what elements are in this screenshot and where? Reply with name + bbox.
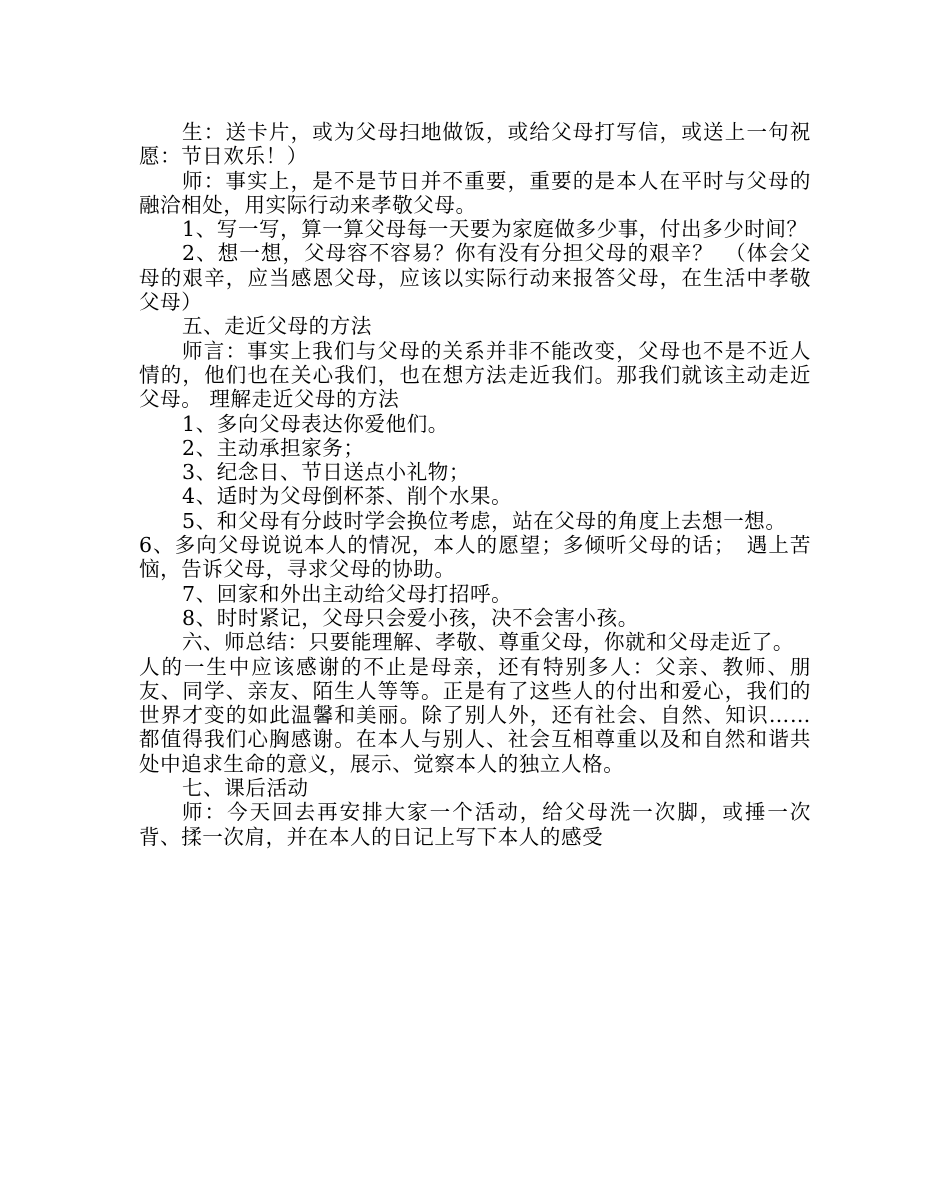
list-item-3: 3、纪念日、节日送点小礼物； <box>182 460 470 485</box>
paragraph-item-think: 2、想一想，父母容不容易？你有没有分担父母的艰辛？ （体会父母的艰辛，应当感恩父母，应该以实际行动来报答父母，在生活中孝敬父母） <box>139 241 811 315</box>
list-item-7: 7、回家和外出主动给父母打招呼。 <box>182 581 513 606</box>
paragraph-teacher-respect: 师：事实上，是不是节日并不重要，重要的是本人在平时与父母的融洽相处，用实际行动来孝敬父母。 <box>139 168 811 217</box>
paragraph-item-write: 1、写一写，算一算父母每一天要为家庭做多少事，付出多少时间？ <box>182 217 808 242</box>
list-item-8: 8、时时紧记，父母只会爱小孩，决不会害小孩。 <box>182 605 639 630</box>
section-heading-activity: 七、课后活动 <box>182 776 309 801</box>
paragraph-homework: 师：今天回去再安排大家一个活动，给父母洗一次脚，或捶一次背、揉一次肩，并在本人的日记上写下本人的感受 <box>139 800 811 849</box>
paragraph-students-answer: 生：送卡片，或为父母扫地做饭，或给父母打写信，或送上一句祝愿：节日欢乐！） <box>139 120 811 169</box>
list-item-2: 2、主动承担家务； <box>182 435 365 460</box>
list-item-6: 6、多向父母说说本人的情况，本人的愿望；多倾听父母的话； 遇上苦恼，告诉父母，寻求父母的协助。 <box>139 533 811 582</box>
document-body <box>139 120 811 849</box>
paragraph-gratitude: 人的一生中应该感谢的不止是母亲，还有特别多人：父亲、教师、朋友、同学、亲友、陌生人等等。正是有了这些人的付出和爱心，我们的世界才变的如此温馨和美丽。除了别人外，还有社会、自然、知识……都值得我们心胸感谢。在本人与别人、社会互相尊重以及和自然和谐共处中追求生命的意义，展示、觉察本人的独立人格。 <box>139 654 811 776</box>
paragraph-teacher-says: 师言：事实上我们与父母的关系并非不能改变，父母也不是不近人情的，他们也在关心我们，也在想方法走近我们。那我们就该主动走近父母。 理解走近父母的方法 <box>139 338 811 412</box>
list-item-5: 5、和父母有分歧时学会换位考虑，站在父母的角度上去想一想。 <box>182 508 787 533</box>
list-item-4: 4、适时为父母倒杯茶、削个水果。 <box>182 484 513 509</box>
list-item-1: 1、多向父母表达你爱他们。 <box>182 411 449 436</box>
section-heading-summary: 六、师总结：只要能理解、孝敬、尊重父母，你就和父母走近了。 <box>182 630 794 655</box>
section-heading-approach: 五、走近父母的方法 <box>182 314 372 339</box>
